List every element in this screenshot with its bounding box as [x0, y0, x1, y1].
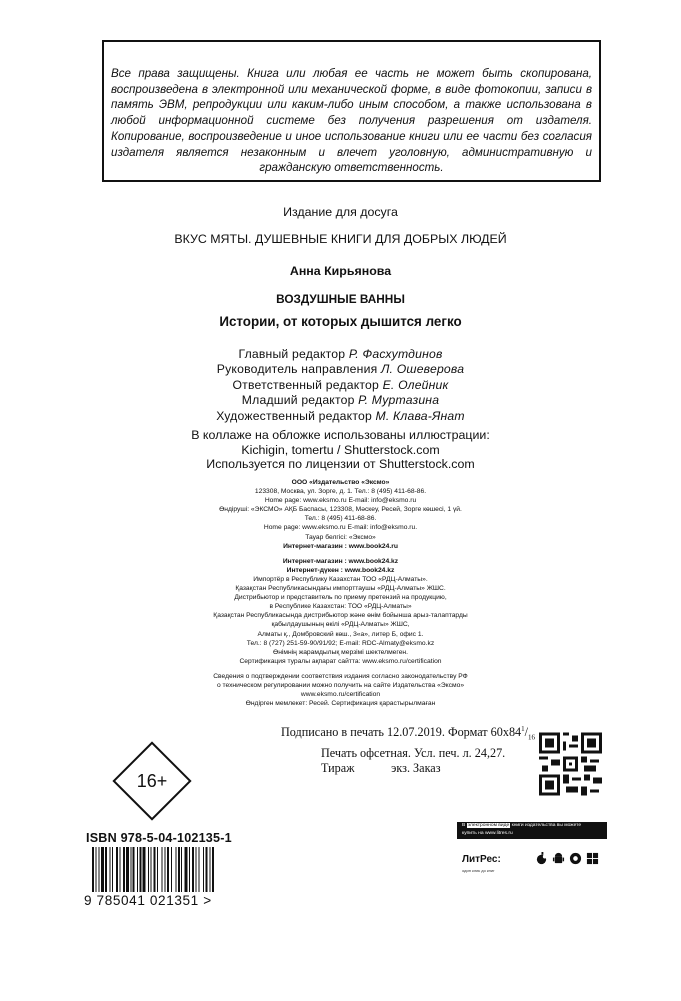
- android-icon: [552, 852, 565, 865]
- litres-ad[interactable]: [457, 822, 607, 898]
- publisher-line: 123308, Москва, ул. Зорге, д. 1. Тел.: 8 (495) 411-68-86.: [254, 488, 427, 496]
- staff-line: Главный редактор Р. Фасхутдинов: [238, 347, 443, 361]
- staff-list: [0, 347, 681, 424]
- publisher-line: Home page: www.eksmo.ru E-mail: info@eksmo.ru: [264, 497, 417, 505]
- publisher-line: Дистрибьютор и представитель по приему претензий на продукцию,: [234, 594, 447, 602]
- publisher-line: Интернет-дүкен : www.book24.kz: [286, 566, 395, 574]
- publisher-line: Тауар белгісі: «Эксмо»: [305, 533, 376, 541]
- isbn-label: ISBN 978-5-04-102135-1: [86, 831, 232, 845]
- ball-icon: [569, 852, 582, 865]
- author-name: Анна Кирьянова: [289, 264, 392, 278]
- barcode-icon: [90, 847, 253, 896]
- publisher-line: Өнімнің жарамдылық мерзімі шектелмеген.: [273, 648, 408, 656]
- rights-notice-text: Все права защищены. Книга или любая ее часть не может быть скопирована, воспроизведена в электронной или механической форме, в виде фотокопии, записи в память ЭВМ, репродукции или каким-либо иным способом, а также использована в любой информационной системе без получения разрешения от издателя. Копирование, воспроизведение и иное использование книги или ее части без согласия издателя является незаконным и влечет уголовную, административную и гражданскую ответственность.: [111, 67, 592, 175]
- staff-line: Младший редактор Р. Муртазина: [241, 393, 440, 408]
- qr-code-icon: [539, 731, 602, 797]
- staff-line: Руководитель направления Л. Ошеверова: [216, 362, 465, 377]
- publisher-info: [0, 478, 681, 708]
- edition-type: Издание для досуга: [283, 205, 398, 219]
- series-title: ВКУС МЯТЫ. ДУШЕВНЫЕ КНИГИ ДЛЯ ДОБРЫХ ЛЮДЕЙ: [174, 232, 507, 246]
- litres-tagline: один клик до книг: [462, 868, 495, 873]
- cover-credit-line: Kichigin, tomertu / Shutterstock.com: [241, 442, 440, 457]
- publisher-line: Қазақстан Республикасында дистрибьютор және өнім бойынша арыз-талаптарды: [213, 612, 468, 620]
- litres-logo: ЛитРес:: [462, 854, 501, 865]
- litres-band: В электронном виде книги издательства вы можете купить на www.litres.ru: [457, 822, 607, 839]
- publisher-line: Қазақстан Республикасындағы импорттаушы «РДЦ-Алматы» ЖШС.: [235, 585, 446, 593]
- staff-line: Ответственный редактор Е. Олейник: [232, 377, 449, 392]
- book-subtitle: Истории, от которых дышится легко: [219, 314, 462, 329]
- publisher-line: қабылдаушының өкілі «РДЦ-Алматы» ЖШС,: [271, 621, 410, 629]
- rights-notice-box: [102, 40, 601, 182]
- publisher-line: Интернет-магазин : www.book24.ru: [283, 542, 398, 550]
- publisher-line: www.eksmo.ru/certification: [300, 691, 381, 699]
- apple-icon: [535, 852, 548, 865]
- publisher-line: Home page: www.eksmo.ru E-mail: info@eksmo.ru.: [263, 524, 418, 532]
- publisher-line: ООО «Издательство «Эксмо»: [291, 479, 390, 486]
- publisher-line: Өндірген мемлекет: Ресей. Сертификация қарастырылмаған: [245, 700, 436, 708]
- windows-icon: [586, 852, 599, 865]
- publisher-line: о техническом регулировании можно получить на сайте Издательства «Эксмо»: [216, 681, 465, 689]
- publisher-line: Өндіруші: «ЭКСМО» АҚБ Баспасы, 123308, Мәскеу, Ресей, Зорге көшесі, 1 үй.: [219, 506, 462, 514]
- publisher-line: Импортёр в Республику Казахстан ТОО «РДЦ-Алматы».: [253, 575, 428, 583]
- print-run-line: Тираж экз. Заказ: [321, 760, 441, 775]
- age-rating-label: 16+: [136, 770, 168, 791]
- cover-credit-line: В коллаже на обложке использованы иллюстрации:: [191, 428, 490, 442]
- staff-line: Художественный редактор М. Клава-Янат: [216, 408, 465, 423]
- publisher-line: Сведения о подтверждении соответствия издания согласно законодательству РФ: [213, 672, 468, 680]
- print-type-line: Печать офсетная. Усл. печ. л. 24,27.: [321, 745, 506, 760]
- book-title: ВОЗДУШНЫЕ ВАННЫ: [276, 292, 405, 306]
- publisher-line: Алматы қ., Домбровский көш., 3«а», литер Б, офис 1.: [257, 630, 424, 638]
- publisher-line: в Республике Казахстан: ТОО «РДЦ-Алматы»: [269, 603, 412, 611]
- publisher-line: Тел.: 8 (495) 411-68-86.: [304, 515, 377, 523]
- publisher-line: Тел.: 8 (727) 251-59-90/91/92; E-mail: RDC-Almaty@eksmo.kz: [246, 639, 435, 647]
- cover-credit-line: Используется по лицензии от Shutterstock.com: [206, 457, 475, 472]
- barcode-digits: 9 785041 021351 >: [84, 893, 212, 908]
- print-signed-line: Подписано в печать 12.07.2019. Формат $60x84^1/_{16}$: [281, 725, 536, 742]
- print-details: [281, 722, 541, 776]
- publisher-line: Сертификация туралы ақпарат сайтта: www.eksmo.ru/certification: [239, 657, 442, 665]
- publisher-line: Интернет-магазин : www.book24.kz: [282, 557, 399, 565]
- cover-credits: [0, 428, 681, 472]
